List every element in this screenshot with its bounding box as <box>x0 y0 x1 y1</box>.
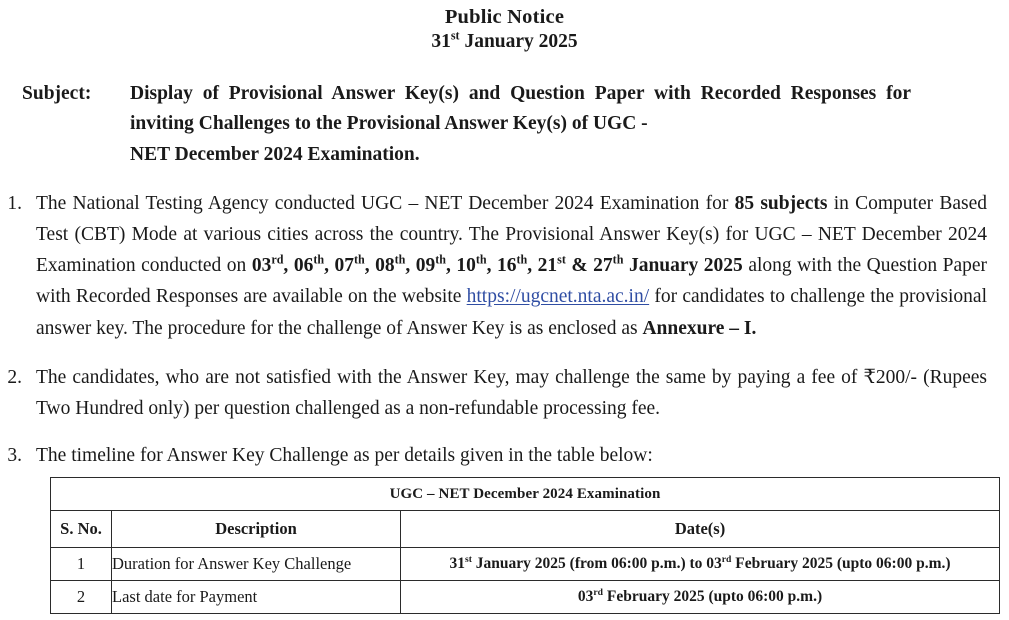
item-body: The timeline for Answer Key Challenge as per details given in the table below: <box>36 445 653 467</box>
cell-date: 31st January 2025 (from 06:00 p.m.) to 03rd February 2025 (upto 06:00 p.m.) <box>401 548 1000 581</box>
table-caption: UGC – NET December 2024 Examination <box>51 478 1000 511</box>
notice-date-day: 31 <box>431 31 451 53</box>
subject-line-2: Responses for inviting Challenges to the Provisional Answer Key(s) of UGC - <box>130 83 912 135</box>
cell-date: 03rd February 2025 (upto 06:00 p.m.) <box>401 581 1000 614</box>
notice-date-rest: January 2025 <box>459 31 578 53</box>
item1-bold-subjects: 85 subjects <box>734 192 828 214</box>
notice-date-ordinal: st <box>450 28 460 43</box>
page-title: Public Notice <box>444 6 565 28</box>
table-header-row <box>51 511 1000 548</box>
ugcnet-website-link[interactable]: https://ugcnet.nta.ac.in/ <box>466 286 650 308</box>
list-item <box>0 362 1009 424</box>
document-header <box>0 0 1009 55</box>
item-number: 1. <box>7 192 22 214</box>
item-body <box>36 188 997 344</box>
table-caption-row <box>51 478 1000 511</box>
column-header-dates: Date(s) <box>401 511 1000 548</box>
column-header-description: Description <box>112 511 401 548</box>
timeline-table <box>50 477 1000 614</box>
notice-date <box>0 30 1009 55</box>
item-number: 3. <box>7 445 22 467</box>
item-body: The candidates, who are not satisfied with the Answer Key, may challenge the same by paying a fee of ₹200/- (Rupees Two Hundred only) per question challenged as a non-refundable processing fee. <box>36 366 987 419</box>
list-item <box>0 188 1009 344</box>
item1-bold-month: January 2025 <box>628 255 743 277</box>
item1-seg1: The National Testing Agency conducted UGC – NET December 2024 Examination for <box>36 192 735 214</box>
list-item <box>0 440 1009 471</box>
subject-text <box>130 79 993 170</box>
cell-sno: 1 <box>51 548 112 581</box>
cell-description: Duration for Answer Key Challenge <box>112 548 401 581</box>
subject-line-3: NET December 2024 Examination. <box>130 143 420 165</box>
item-number: 2. <box>7 366 22 388</box>
item1-seg2: in Computer Based Test (CBT) Mode at various cities across the country. The Provisional Answer Key(s) for UGC – NET December 2024 Examination conducted on <box>36 192 987 277</box>
timeline-table-wrapper <box>50 477 999 614</box>
item1-seg4: for candidates to challenge the provisional answer key. The procedure for the challenge of Answer Key is as enclosed as <box>36 286 988 339</box>
subject-label: Subject: <box>22 83 92 105</box>
column-header-sno: S. No. <box>51 511 112 548</box>
subject-block <box>0 79 1009 170</box>
table-row <box>51 581 1000 614</box>
table-row <box>51 548 1000 581</box>
item1-seg3: along with the Question Paper with Recorded Responses are available on the website <box>36 255 988 308</box>
item1-exam-dates: 03rd, 06th, 07th, 08th, 09th, 10th, 16th, 21st & 27th <box>251 252 624 277</box>
subject-line-1: Display of Provisional Answer Key(s) and Question Paper with Recorded <box>130 83 781 105</box>
cell-sno: 2 <box>51 581 112 614</box>
item1-bold-annexure: Annexure – I. <box>642 317 757 339</box>
cell-description: Last date for Payment <box>112 581 401 614</box>
